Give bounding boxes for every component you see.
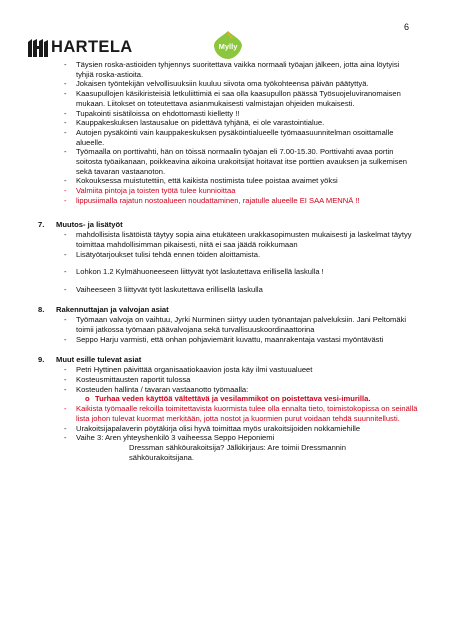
section-8-heading	[38, 305, 418, 315]
list-item: - Täysien roska-astioiden tyhjennys suoritettava vaikka normaali työajan jälkeen, jotta aina löytyisi tyhjiä roska-astioita.	[38, 60, 418, 79]
section-number: 8.	[38, 304, 45, 314]
section-title: Muut esille tulevat asiat	[56, 354, 142, 364]
hartela-wordmark: HARTELA	[51, 38, 133, 56]
intro-list	[38, 60, 418, 206]
list-item: - Lohkon 1.2 Kylmähuoneeseen liittyvät työt laskutettava erillisellä laskulla !	[38, 267, 418, 277]
sub-list-item-warning: o Turhaa veden käyttöä vältettävä ja vesilammikot on poistettava vesi-imurilla.	[38, 394, 418, 404]
list-item: - Urakoitsijapalaverin pöytäkirja olisi hyvä toimittaa myös urakoitsijoiden nokkamiehille	[38, 424, 418, 434]
list-item: - Kosteuden hallinta / tavaran vastaanotto työmaalla:	[38, 385, 418, 395]
document-body	[38, 60, 418, 462]
list-item: - Tupakointi sisätiloissa on ehdottomasti kielletty !!	[38, 109, 418, 119]
continuation-line: Dressman sähköurakoitsija? Jälkikirjaus: Are toimii Dressmannin	[129, 442, 346, 452]
section-7-heading	[38, 220, 418, 230]
list-item: - Vaiheeseen 3 liittyvät työt laskutettava erillisellä laskulla	[38, 285, 418, 295]
section-8-list	[38, 315, 418, 344]
list-item-warning: - Valmiita pintoja ja toisten työtä tulee kunnioittaa	[38, 186, 418, 196]
list-item-warning: - Kaikista työmaalle rekoilla toimitettavista kuormista tulee olla ennalta tieto, toimistokopissa on seinällä lista johon tulevat kuormat merkitään, jotta nostot ja kuormien purut voidaan tehdä suunnitellusti.	[38, 404, 418, 423]
list-item: - Lisätyötarjoukset tulisi tehdä ennen töiden aloittamista.	[38, 250, 418, 260]
list-item: - Kokouksessa muistutettiin, että kaikista nostimista tulee poistaa avaimet yöksi	[38, 176, 418, 186]
section-9-heading	[38, 355, 418, 365]
page-number: 6	[404, 22, 410, 32]
continuation-line: sähköurakoitsijana.	[129, 452, 195, 462]
list-item: - mahdollisista lisätöistä täytyy sopia aina etukäteen urakkasopimusten mukaisesti ja laskelmat täytyy toimittaa mahdollisimman pikaisesti, niitä ei saa jäädä roikkumaan	[38, 230, 418, 249]
mylly-wordmark: Mylly	[218, 42, 238, 51]
list-item: - Seppo Harju varmisti, että onhan pohjaviemärit kuvattu, maanrakentaja vastasi myöntävästi	[38, 335, 418, 345]
list-item: - Petri Hyttinen päivittää organisaatiokaavion josta käy ilmi vastuualueet	[38, 365, 418, 375]
section-number: 7.	[38, 219, 45, 229]
section-9-list	[38, 365, 418, 394]
list-item: - Kauppakeskuksen lastausalue on pidettävä tyhjänä, ei ole varastointialue.	[38, 118, 418, 128]
list-item: - Vaihe 3: Aren yhteyshenkilö 3 vaiheessa Seppo Heponiemi	[38, 433, 418, 443]
hartela-logo	[28, 38, 133, 57]
list-item: - Kosteusmittausten raportit tulossa	[38, 375, 418, 385]
list-item: - Kaasupullojen käsikiristeisiä letkuliittimiä ei saa olla kaasupullon päässä Työsuojeluviranomaisen mukaan. Liitokset on toteutettava asianmukaisesti valmistajan ohjeiden mukaisesti.	[38, 89, 418, 108]
section-number: 9.	[38, 354, 45, 364]
section-title: Muutos- ja lisätyöt	[56, 219, 123, 229]
section-7-list	[38, 230, 418, 295]
list-item: - Jokaisen työntekijän velvollisuuksiin kuuluu siivota oma työkohteensa päivän päätyttyä.	[38, 79, 418, 89]
section-9-list-continued	[38, 404, 418, 443]
hartela-mark-icon	[28, 39, 48, 57]
list-item-warning: - lippusiimalla rajatun nostoalueen noudattaminen, rajatulle alueelle EI SAA MENNÄ !!	[38, 196, 418, 206]
section-title: Rakennuttajan ja valvojan asiat	[56, 304, 169, 314]
list-item: - Työmaalla on porttivahti, hän on töissä normaalin työajan eli 7.00-15.30. Porttivahti avaa portin soitosta työaikanaan, poikkeavina aikoina urakoitsijat hoitavat itse porttien avauksen ja sulkemisen sekä tavaran vastaanoton.	[38, 147, 418, 176]
list-item: - Työmaan valvoja on vaihtuu, Jyrki Nurminen siirtyy uuden työnantajan palveluksiin. Jani Peltomäki toimii jatkossa työmaan päävalvojana sekä turvallisuuskoordinaattorina	[38, 315, 418, 334]
mylly-leaf-icon	[213, 30, 243, 60]
section-9-sub-list	[38, 394, 418, 404]
list-item: - Autojen pysäköinti vain kauppakeskuksen pysäköintialueelle työmaasuunnitelman osoittamalle alueelle.	[38, 128, 418, 147]
